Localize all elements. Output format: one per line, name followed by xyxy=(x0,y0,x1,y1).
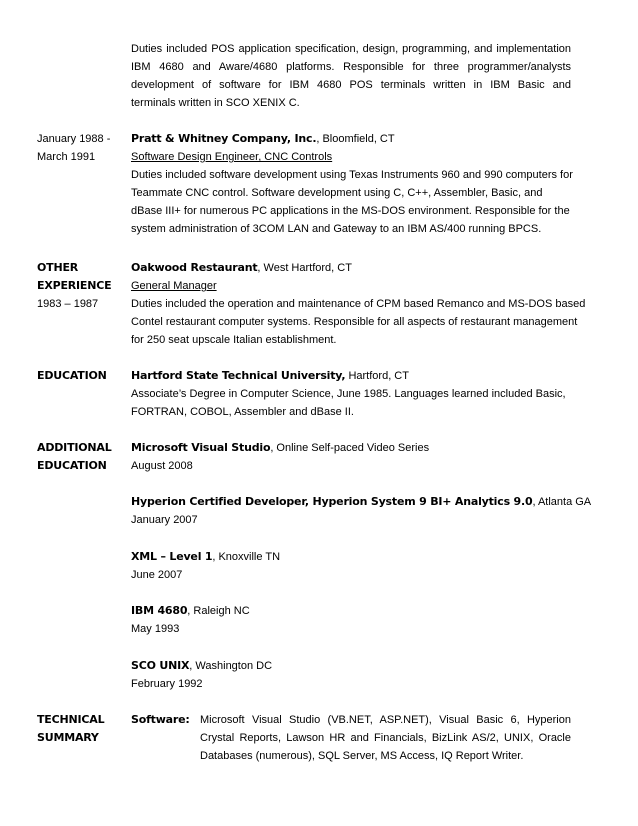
pratt-location: , Bloomfield, CT xyxy=(316,133,395,145)
other-title: General Manager xyxy=(131,280,217,292)
additional-entry-date: June 2007 xyxy=(131,569,183,581)
technical-line-3: Databases (numerous), SQL Server, MS Access, IQ Report Writer. xyxy=(200,750,524,762)
additional-entry-name: Microsoft Visual Studio xyxy=(131,441,271,454)
intro-line-4: terminals written in SCO XENIX C. xyxy=(131,97,300,109)
additional-entry xyxy=(131,657,272,693)
pratt-header xyxy=(131,130,551,148)
technical-line-2: Crystal Reports, Lawson HR and Financials, BizLink AS/2, UNIX, Oracle xyxy=(200,732,571,744)
additional-entry-date: May 1993 xyxy=(131,623,180,635)
other-line-2: Contel restaurant computer systems. Responsible for all aspects of restaurant management xyxy=(131,316,578,328)
other-heading-1: OTHER xyxy=(37,261,79,274)
education-line-2: FORTRAN, COBOL, Assembler and dBase II. xyxy=(131,406,354,418)
other-header xyxy=(131,259,561,277)
other-company: Oakwood Restaurant xyxy=(131,261,258,274)
education-header xyxy=(131,367,561,385)
pratt-company: Pratt & Whitney Company, Inc. xyxy=(131,132,317,145)
education-line-1: Associate’s Degree in Computer Science, June 1985. Languages learned included Basic, xyxy=(131,388,566,400)
additional-entry-date: January 2007 xyxy=(131,514,198,526)
pratt-date-end: March 1991 xyxy=(37,151,96,163)
intro-line-1: Duties included POS application specification, design, programming, and implementation xyxy=(131,43,571,55)
education-heading: EDUCATION xyxy=(37,369,107,382)
technical-label: Software: xyxy=(131,713,190,726)
additional-entry-detail: , Atlanta GA xyxy=(532,496,592,508)
other-location: , West Hartford, CT xyxy=(257,262,352,274)
pratt-line-1: Duties included software development using Texas Instruments 960 and 990 computers for xyxy=(131,169,573,181)
education-school: Hartford State Technical University, xyxy=(131,369,346,382)
additional-entry-name: XML – Level 1 xyxy=(131,550,213,563)
additional-entry-detail: , Washington DC xyxy=(189,660,273,672)
pratt-line-2: Teammate CNC control. Software development using C, C++, Assembler, Basic, and xyxy=(131,187,543,199)
additional-entry-date: August 2008 xyxy=(131,460,193,472)
additional-entry-name: Hyperion Certified Developer, Hyperion System 9 BI+ Analytics 9.0 xyxy=(131,495,533,508)
other-line-3: for 250 seat upscale Italian establishment. xyxy=(131,334,337,346)
additional-entry-name: IBM 4680 xyxy=(131,604,188,617)
pratt-title: Software Design Engineer, CNC Controls xyxy=(131,151,333,163)
additional-heading-1: ADDITIONAL xyxy=(37,441,112,454)
pratt-line-3: dBase III+ for numerous PC applications in the MS-DOS environment. Responsible for the xyxy=(131,205,570,217)
additional-entry xyxy=(131,493,591,529)
additional-heading-2: EDUCATION xyxy=(37,459,107,472)
pratt-date-start: January 1988 - xyxy=(37,133,111,145)
intro-line-2: IBM 4680 and Aware/4680 platforms. Responsible for three programmer/analysts xyxy=(131,61,571,73)
additional-entry-name: SCO UNIX xyxy=(131,659,190,672)
additional-entry-date: February 1992 xyxy=(131,678,203,690)
additional-entry-detail: , Online Self-paced Video Series xyxy=(270,442,430,454)
other-line-1: Duties included the operation and maintenance of CPM based Remanco and MS-DOS based xyxy=(131,298,586,310)
additional-entry-detail: , Raleigh NC xyxy=(187,605,250,617)
additional-entry xyxy=(131,439,429,475)
additional-entry xyxy=(131,602,250,638)
technical-heading-1: TECHNICAL xyxy=(37,713,105,726)
other-dates: 1983 – 1987 xyxy=(37,298,99,310)
additional-entry xyxy=(131,548,280,584)
education-location: Hartford, CT xyxy=(345,370,409,382)
technical-heading-2: SUMMARY xyxy=(37,731,99,744)
intro-line-3: development of software for IBM 4680 POS terminals written in IBM Basic and xyxy=(131,79,571,91)
additional-entry-detail: , Knoxville TN xyxy=(212,551,281,563)
pratt-line-4: system administration of 3COM LAN and Gateway to an IBM AS/400 running BPCS. xyxy=(131,223,542,235)
technical-line-1: Microsoft Visual Studio (VB.NET, ASP.NET), Visual Basic 6, Hyperion xyxy=(200,714,571,726)
other-heading-2: EXPERIENCE xyxy=(37,279,112,292)
